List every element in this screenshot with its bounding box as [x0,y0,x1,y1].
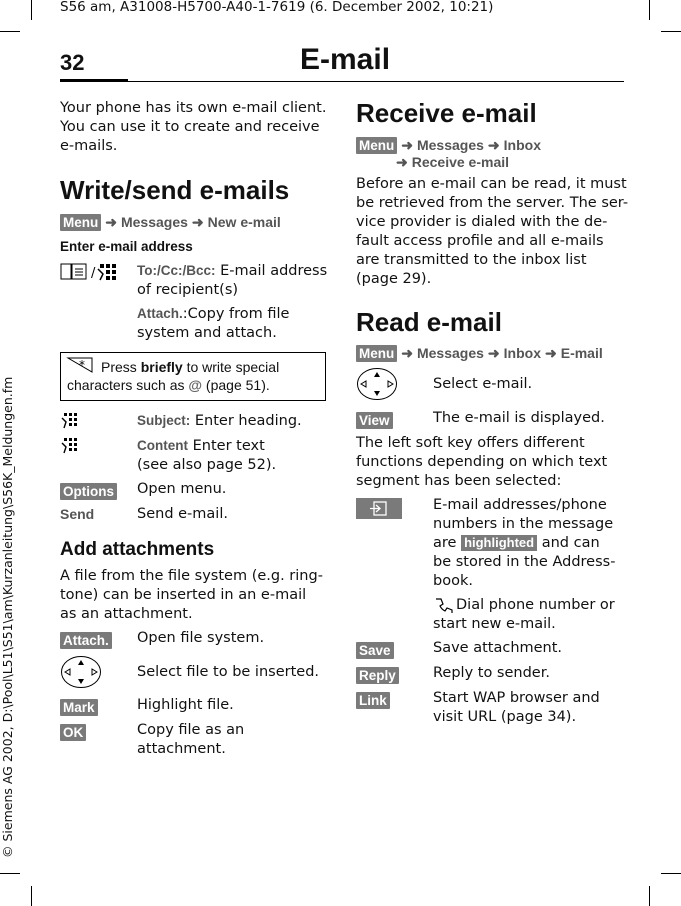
receive-text: Before an e-mail can be read, it must be retrieved from the server. The ser- vice provider is dialed with the de- fault access profile and all e-mails are transmitted to the inbox list (page 29). [356,176,629,287]
menu-key[interactable]: Menu [60,214,101,231]
attach-key-desc: Open file system. [137,630,265,646]
crop-mark [0,31,20,32]
options-key[interactable]: Options [60,483,117,500]
arrow-icon: ➜ [401,137,413,153]
header-rule-accent [60,79,128,82]
attach-heading: Add attachments [60,539,215,560]
star-key-icon [66,356,94,374]
ok-key[interactable]: OK [60,724,86,741]
send-key[interactable]: Send [60,506,95,522]
arrow-icon: ➜ [396,154,408,170]
nav-key-icon[interactable] [60,655,102,689]
document-info: S56 am, A31008-H5700-A40-1-7619 (6. December 2002, 10:21) [60,0,494,15]
intro-text: Your phone has its own e-mail client. You can use it to create and receive e-mails. [60,100,327,154]
keypad-icon [60,437,78,455]
menu-key[interactable]: Menu [356,137,397,154]
side-copyright: © Siemens AG 2002, D:\Pool\L51\S51\am\Kurzanleitung\S56K_Meldungen.fm [0,376,15,858]
svg-text:/: / [91,266,96,281]
options-desc: Open menu. [137,481,227,497]
arrow-icon: ➜ [545,345,557,361]
header-rule [60,81,624,82]
arrow-icon: ➜ [191,214,204,230]
read-heading: Read e-mail [356,307,502,337]
save-key[interactable]: Save [356,642,394,659]
arrow-icon: ➜ [487,137,500,153]
call-key-icon [433,596,455,614]
read-nav-path: Menu ➜ Messages ➜ Inbox ➜ E-mail [356,345,603,362]
link-key[interactable]: Link [356,692,390,709]
select-email-desc: Select e-mail. [433,376,533,392]
keypad-icon [60,262,122,282]
crop-mark [649,886,650,906]
menu-key[interactable]: Menu [356,345,397,362]
highlighted-label: highlighted [461,535,537,551]
to-line: To:/Cc:/Bcc: E-mail address of recipient(s) [137,263,328,298]
dial-desc: Dial phone number or [456,597,615,613]
arrow-icon: ➜ [487,345,500,361]
softkey-text: The left soft key offers different functions depending on which text segment has been selected: [356,435,608,489]
view-key[interactable]: View [356,412,393,429]
keypad-icon [60,412,78,430]
attach-line: Attach.:Copy from file system and attach. [137,306,290,341]
crop-mark [0,873,20,874]
receive-nav-path: Menu ➜ Messages ➜ Inbox ➜ Receive e-mail [356,137,541,171]
page-number: 32 [60,50,85,75]
select-file-desc: Select file to be inserted. [137,664,320,680]
mark-key[interactable]: Mark [60,699,98,716]
arrow-icon: ➜ [105,214,117,230]
write-nav-path: Menu ➜ Messages ➜ New e-mail [60,214,281,231]
write-heading: Write/send e-mails [60,175,290,205]
crop-mark [31,0,32,20]
enter-address-label: Enter e-mail address [60,239,193,254]
content-line: Content Enter text (see also page 52). [137,438,277,473]
arrow-icon: ➜ [401,345,413,361]
view-desc: The e-mail is displayed. [433,410,605,426]
link-desc: Start WAP browser and visit URL (page 34). [433,690,600,725]
crop-mark [661,31,681,32]
svg-text:*: * [79,358,85,372]
left-softkey-icon[interactable] [356,498,402,519]
save-desc: Save attachment. [433,640,563,656]
addresses-desc: E-mail addresses/phone numbers in the message are highlighted and can be stored in the Address- book. [433,497,616,589]
attach-intro: A file from the file system (e.g. ring- tone) can be inserted in an e-mail as an attachment. [60,568,323,622]
mark-desc: Highlight file. [137,697,234,713]
reply-desc: Reply to sender. [433,665,550,681]
tip-box: * Press briefly to write special characters such as @ (page 51). [60,352,326,401]
reply-key[interactable]: Reply [356,667,399,684]
to-label: To:/Cc:/Bcc: [137,263,216,278]
crop-mark [649,0,650,20]
receive-heading: Receive e-mail [356,98,537,128]
dial-desc-2: start new e-mail. [433,616,556,632]
nav-key-icon[interactable] [356,367,398,401]
subject-line: Subject: Enter heading. [137,413,302,429]
crop-mark [31,886,32,906]
crop-mark [661,873,681,874]
page-title: E-mail [300,43,391,76]
attach-key[interactable]: Attach. [60,632,112,649]
send-desc: Send e-mail. [137,506,228,522]
attach-label: Attach. [137,306,183,321]
ok-desc: Copy file as an attachment. [137,722,245,757]
